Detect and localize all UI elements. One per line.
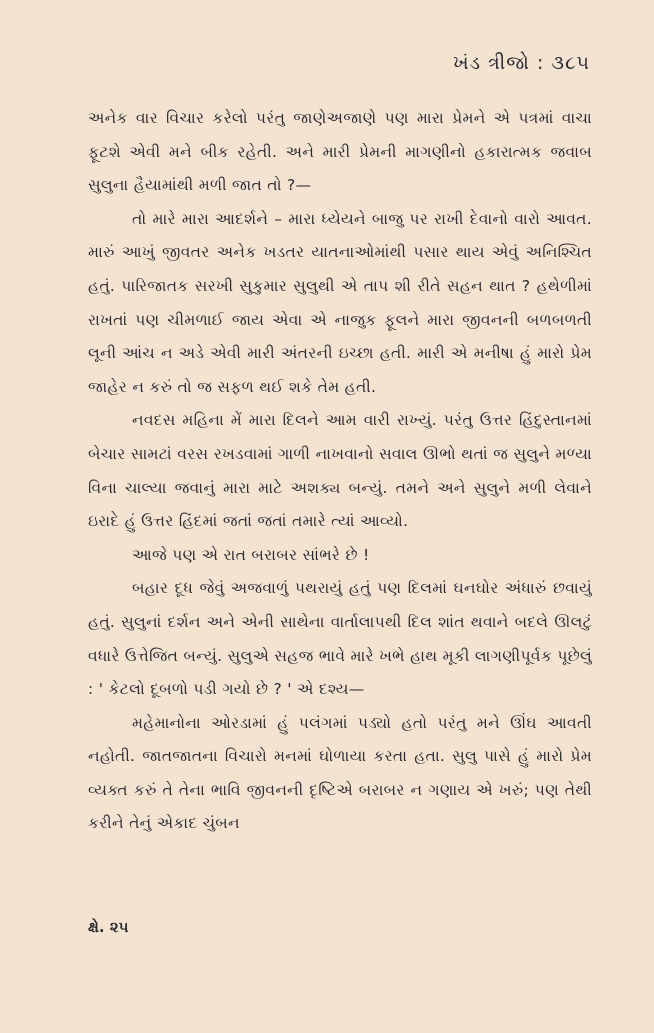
running-head: ખંડ ત્રીજો : ૩૮૫ bbox=[453, 52, 590, 74]
paragraph-3: નવદસ મહિના મેં મારા દિલને આમ વારી રાખ્યું. પરંતુ ઉત્તર હિંદુસ્તાનમાં બેચાર સામટાં વરસ રખડવામાં ગાળી નાખવાનો સવાલ ઊભો થતાં જ સુલુને મળ્યા વિના ચાલ્યા જવાનું મારા માટે અશક્ય બન્યું. તમને અને સુલુને મળી લેવાને ઇરાદે હું ઉત્તર હિંદમાં જતાં જતાં તમારે ત્યાં આવ્યો. bbox=[88, 411, 592, 531]
paragraph-6: મહેમાનોના ઓરડામાં હું પલંગમાં પડ્યો હતો પરંતુ મને ઊંઘ આવતી નહોતી. જાતજાતના વિચારો મનમાં ઘોળાયા કરતા હતા. સુલુ પાસે હું મારો પ્રેમ વ્યક્ત કરું તે તેના ભાવિ જીવનની દૃષ્ટિએ બરાબર ન ગણાય એ ખરું; પણ તેથી કરીને તેનું એકાદ ચુંબન bbox=[88, 713, 592, 833]
signature-mark: ક્ષે. ૨૫ bbox=[88, 918, 129, 936]
paragraph-5: બહાર દૂધ જેવું અજવાળું પથરાયું હતું પણ દિલમાં ઘનઘોર અંધારું છવાયું હતું. સુલુનાં દર્શન અને એની સાથેના વાર્તાલાપથી દિલ શાંત થવાને બદલે ઊલટું વધારે ઉત્તેજિત બન્યું. સુલુએ સહજ ભાવે મારે ખભે હાથ મૂકી લાગણીપૂર્વક પૂછેલું : ' કેટલો દૂબળો પડી ગયો છે ? ' એ દશ્ય— bbox=[88, 579, 592, 699]
paragraph-2: તો મારે મારા આદર્શને – મારા ધ્યેયને બાજુ પર રાખી દેવાનો વારો આવત. મારું આખું જીવતર અનેક ખડતર યાતનાઓમાંથી પસાર થાય એવું અનિશ્ચિત હતું. પારિજાતક સરખી સુકુમાર સુલુથી એ તાપ શી રીતે સહન થાત ? હથેળીમાં રાખતાં પણ ચીમળાઈ જાય એવા એ નાજુક ફૂલને મારા જીવનની બળબળતી લૂની આંચ ન અડે એવી મારી અંતરની ઇચ્છા હતી. મારી એ મનીષા હું મારો પ્રેમ જાહેર ન કરું તો જ સફળ થઈ શકે તેમ હતી. bbox=[88, 209, 592, 396]
paragraph-1: અનેક વાર વિચાર કરેલો પરંતુ જાણેઅજાણે પણ મારા પ્રેમને એ પત્રમાં વાચા ફૂટશે એવી મને બીક રહેતી. અને મારી પ્રેમની માગણીનો હકારાત્મક જવાબ સુલુના હૈયામાંથી મળી જાત તો ?— bbox=[88, 109, 592, 195]
paragraph-4: આજે પણ એ રાત બરાબર સાંભરે છે ! bbox=[132, 545, 370, 564]
body-text bbox=[88, 102, 592, 841]
